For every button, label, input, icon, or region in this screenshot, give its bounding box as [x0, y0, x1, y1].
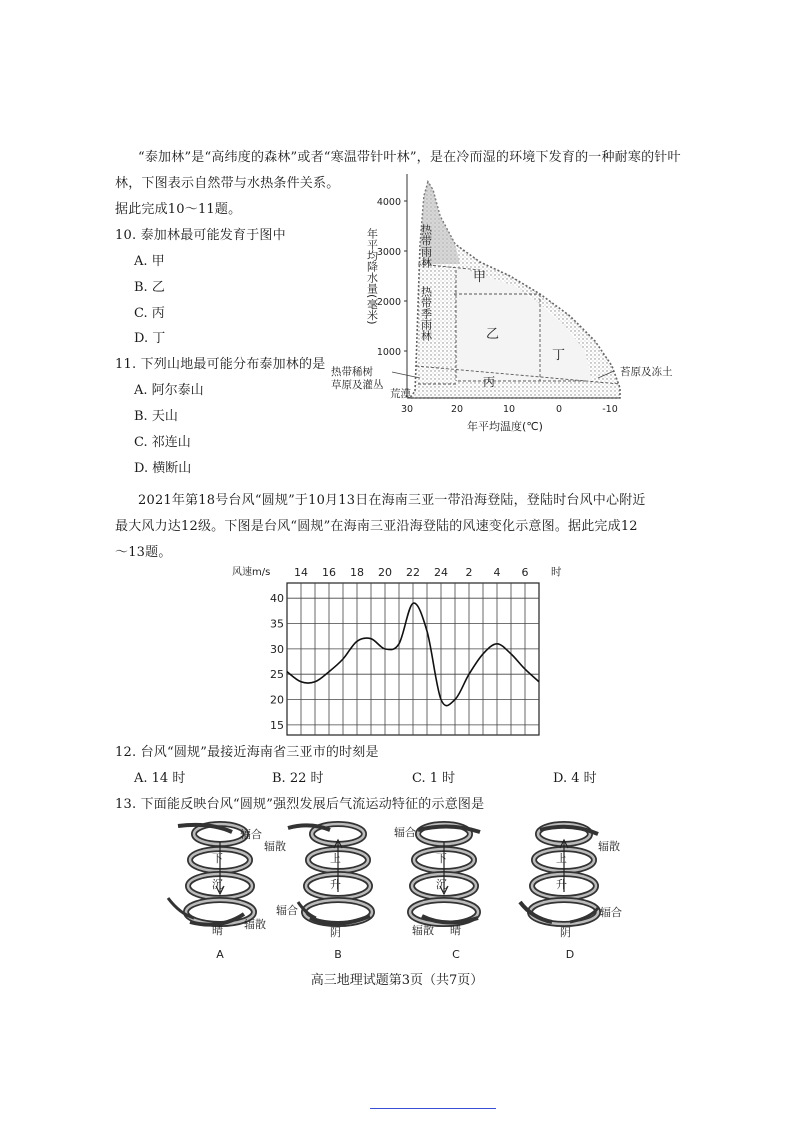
figure-c-bottom-label: 辐散 — [412, 924, 434, 937]
airflow-figure-b[interactable] — [264, 824, 372, 961]
airflow-figure-a[interactable] — [168, 824, 266, 961]
intro-line-1: “泰加林”是“高纬度的森林”或者“寒温带针叶林”，是在冷而湿的环境下发育的一种耐寒的针叶 — [138, 150, 681, 165]
zone-label-ding: 丁 — [552, 348, 566, 363]
figure-b-vertical-2: 升 — [330, 878, 341, 891]
wind-chart-y-tick: 25 — [270, 668, 284, 682]
zone-x-tick-30: 30 — [400, 404, 414, 415]
figure-c-vertical-1: 下 — [436, 852, 447, 865]
zone-x-axis-label: 年平均温度(℃) — [467, 420, 543, 433]
typhoon-intro-line-3: ～13题。 — [115, 545, 172, 560]
figure-a-weather: 晴 — [212, 924, 223, 937]
zone-label-monsoon: 热带季雨林 — [419, 286, 433, 341]
zone-label-jia: 甲 — [473, 270, 487, 285]
wind-chart-x-tick: 6 — [521, 566, 529, 579]
page-footer: 高三地理试题第3页（共7页） — [310, 973, 484, 988]
q11-stem: 11. 下列山地最可能分布泰加林的是 — [115, 357, 326, 372]
zone-y-tick-4000: 4000 — [376, 197, 401, 208]
figure-d-bottom-label: 辐合 — [600, 906, 622, 919]
zone-label-tundra: 苔原及冻土 — [620, 366, 673, 378]
figure-b-bottom-label: 辐合 — [276, 904, 298, 917]
intro-line-3: 据此完成10～11题。 — [115, 202, 242, 217]
figure-d-top-label: 辐散 — [598, 840, 620, 853]
wind-chart-y-tick: 15 — [270, 718, 284, 732]
intro-line-2: 林，下图表示自然带与水热条件关系。 — [115, 176, 340, 191]
wind-speed-chart — [230, 560, 560, 738]
figure-d-vertical-1: 上 — [556, 852, 567, 865]
figure-a-letter: A — [216, 948, 224, 961]
figure-c-weather: 晴 — [450, 924, 461, 937]
q12-option-a[interactable]: A. 14 时 — [134, 771, 186, 786]
q12-option-c[interactable]: C. 1 时 — [412, 771, 456, 786]
wind-chart-y-tick: 20 — [270, 693, 284, 707]
wind-chart-x-tick: 20 — [378, 566, 392, 579]
airflow-figures — [160, 818, 650, 966]
natural-zone-diagram — [330, 166, 700, 436]
wind-chart-x-tick: 4 — [493, 566, 501, 579]
wind-chart-x-ticks — [294, 566, 529, 579]
wind-chart-x-tick: 14 — [294, 566, 308, 579]
zone-y-ticks — [377, 197, 407, 358]
typhoon-intro-line-2: 最大风力达12级。下图是台风“圆规”在海南三亚沿海登陆的风速变化示意图。据此完成12 — [115, 519, 638, 534]
zone-label-savanna-1: 热带稀树 — [331, 366, 373, 378]
q12-stem: 12. 台风“圆规”最接近海南省三亚市的时刻是 — [115, 745, 379, 760]
wind-chart-y-tick: 40 — [270, 592, 284, 606]
q10-option-d[interactable]: D. 丁 — [134, 331, 166, 346]
figure-a-vertical-1: 下 — [212, 852, 223, 865]
q10-stem: 10. 泰加林最可能发育于图中 — [115, 228, 286, 243]
zone-x-ticks — [401, 404, 618, 415]
zone-label-desert: 荒漠 — [390, 388, 411, 400]
wind-chart-x-tick: 16 — [322, 566, 336, 579]
figure-a-vertical-2: 沉 — [212, 878, 223, 891]
zone-label-bing: 丙 — [483, 375, 496, 389]
zone-x-tick-20: 20 — [450, 404, 464, 415]
wind-chart-y-tick: 30 — [270, 642, 284, 656]
zone-y-tick-3000: 3000 — [376, 247, 401, 258]
footer-link-underline[interactable] — [370, 1108, 496, 1109]
zone-y-axis-label: 年平均降水量(毫米) — [365, 228, 379, 325]
q11-option-a[interactable]: A. 阿尔泰山 — [134, 383, 204, 398]
figure-b-letter: B — [334, 948, 342, 961]
q11-option-c[interactable]: C. 祁连山 — [134, 435, 191, 450]
q12-option-d[interactable]: D. 4 时 — [553, 771, 597, 786]
q11-option-b[interactable]: B. 天山 — [134, 409, 178, 424]
figure-a-bottom-label: 辐散 — [244, 918, 266, 931]
figure-c-top-label: 辐合 — [394, 826, 416, 839]
figure-b-vertical-1: 上 — [330, 852, 341, 865]
wind-chart-y-label: 风速m/s — [232, 567, 271, 578]
wind-chart-grid — [287, 583, 539, 735]
typhoon-intro-line-1: 2021年第18号台风“圆规”于10月13日在海南三亚一带沿海登陆，登陆时台风中心附近 — [138, 493, 646, 508]
wind-chart-y-ticks — [270, 592, 284, 732]
q12-option-b[interactable]: B. 22 时 — [272, 771, 324, 786]
zone-x-tick-minus10: -10 — [602, 404, 618, 415]
q10-option-a[interactable]: A. 甲 — [134, 254, 165, 269]
zone-label-savanna-2: 草原及灌丛 — [331, 379, 384, 391]
q13-stem: 13. 下面能反映台风“圆规”强烈发展后气流运动特征的示意图是 — [115, 797, 485, 812]
wind-chart-x-tick: 22 — [406, 566, 420, 579]
q10-option-b[interactable]: B. 乙 — [134, 280, 165, 295]
wind-chart-x-tick: 18 — [350, 566, 364, 579]
figure-b-weather: 阴 — [330, 926, 341, 939]
wind-chart-x-tick: 2 — [465, 566, 473, 579]
zone-label-yi: 乙 — [486, 327, 500, 342]
zone-y-tick-1000: 1000 — [376, 347, 401, 358]
figure-d-weather: 阴 — [560, 926, 571, 939]
zone-x-tick-10: 10 — [502, 404, 516, 415]
airflow-figure-d[interactable] — [520, 824, 622, 961]
wind-chart-y-tick: 35 — [270, 617, 284, 631]
figure-c-vertical-2: 沉 — [436, 878, 447, 891]
q10-option-c[interactable]: C. 丙 — [134, 306, 165, 321]
zone-label-rainforest: 热带雨林 — [419, 224, 433, 268]
q11-option-d[interactable]: D. 横断山 — [134, 461, 192, 476]
airflow-figure-c[interactable] — [394, 824, 480, 961]
wind-chart-x-unit: 时 — [551, 566, 562, 578]
figure-b-top-label: 辐散 — [264, 840, 286, 853]
figure-a-top-label: 辐合 — [240, 828, 262, 841]
figure-d-letter: D — [565, 948, 575, 961]
wind-chart-x-tick: 24 — [434, 566, 448, 579]
zone-y-tick-2000: 2000 — [376, 297, 401, 308]
figure-d-vertical-2: 升 — [556, 878, 567, 891]
figure-c-letter: C — [452, 948, 460, 961]
zone-x-tick-0: 0 — [555, 404, 563, 415]
